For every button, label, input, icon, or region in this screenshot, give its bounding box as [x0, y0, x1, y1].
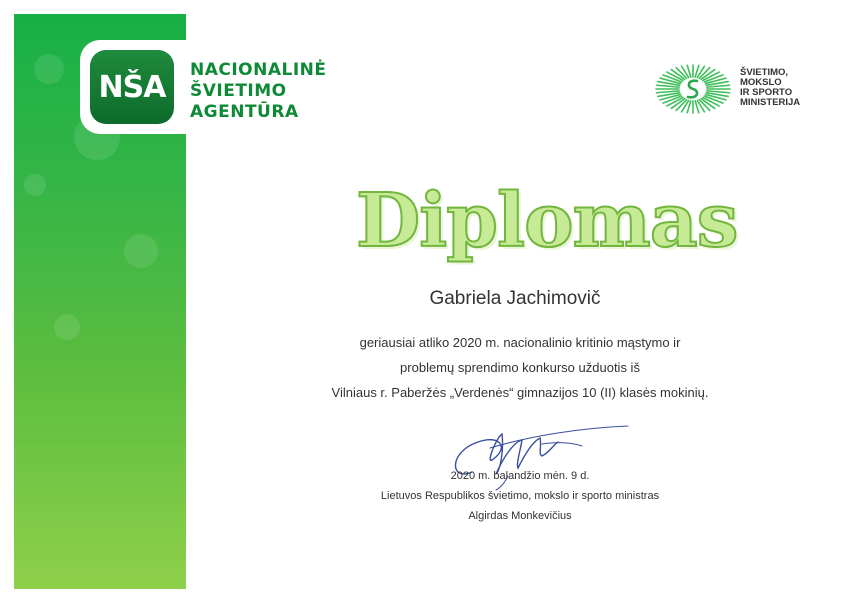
achievement-text: [270, 330, 770, 405]
ministry-sunburst-icon: [654, 63, 732, 115]
signer-name: Algirdas Monkevičius: [468, 510, 572, 522]
agency-name-line: ŠVIETIMO: [190, 81, 287, 101]
agency-name-line: AGENTŪRA: [190, 102, 299, 122]
ministry-name: [740, 68, 800, 108]
ministry-name-line: MOKSLO: [740, 77, 782, 88]
ministry-name-line: ŠVIETIMO,: [740, 67, 789, 78]
achievement-line: geriausiai atliko 2020 m. nacionalinio kritinio mąstymo ir: [359, 335, 681, 350]
ministry-name-line: MINISTERIJA: [740, 97, 801, 108]
signer-title: Lietuvos Respublikos švietimo, mokslo ir sporto ministras: [380, 490, 660, 502]
achievement-line: Vilniaus r. Paberžės „Verdenės“ gimnazijos 10 (II) klasės mokinių.: [331, 385, 709, 400]
agency-logo-text: NŠA: [98, 69, 166, 105]
ministry-name-line: IR SPORTO: [740, 87, 793, 98]
agency-name: [190, 60, 327, 123]
agency-name-line: NACIONALINĖ: [190, 60, 327, 80]
diploma-title: Diplomas: [356, 178, 738, 264]
issue-date: 2020 m. balandžio mėn. 9 d.: [450, 470, 590, 482]
signature-block: [320, 466, 720, 526]
agency-logo-badge: [90, 50, 174, 124]
recipient-name: Gabriela Jachimovič: [429, 288, 601, 309]
achievement-line: problemų sprendimo konkurso užduotis iš: [400, 360, 640, 375]
